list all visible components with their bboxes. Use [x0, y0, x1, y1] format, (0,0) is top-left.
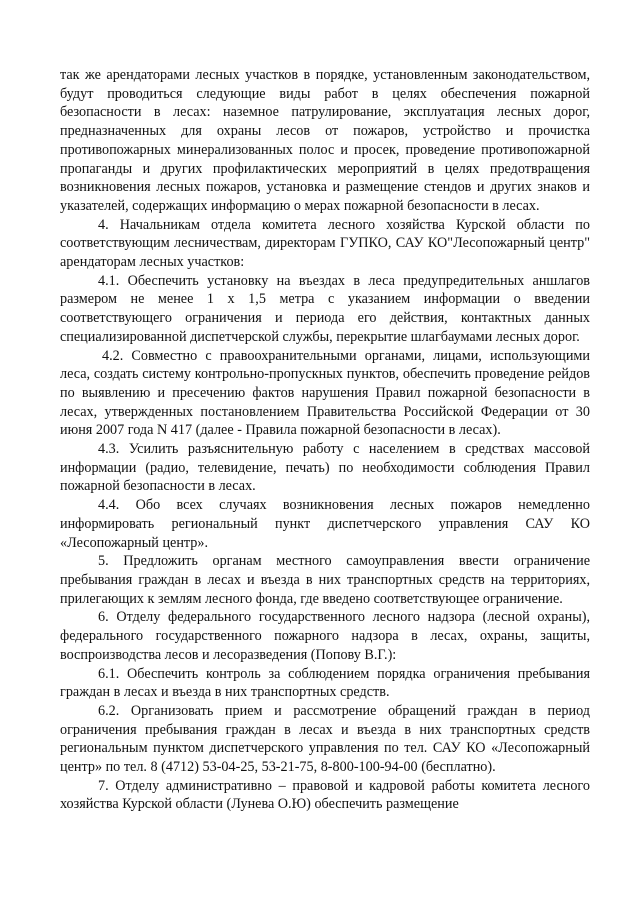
- paragraph-4-2: 4.2. Совместно с правоохранительными органами, лицами, использующими леса, создать систему контрольно-пропускных пунктов, обеспечить проведение рейдов по выявлению и пресечению фактов нарушения Правил пожарной безопасности в лесах, утвержденных постановлением Правительства Российской Федерации от 30 июня 2007 года N 417 (далее - Правила пожарной безопасности в лесах).: [60, 347, 590, 439]
- paragraph-4: 4. Начальникам отдела комитета лесного хозяйства Курской области по соответствующим лесничествам, директорам ГУПКО, САУ КО"Лесопожарный центр" арендаторам лесных участков:: [60, 216, 590, 271]
- document-page: [60, 66, 590, 814]
- paragraph-6-2: 6.2. Организовать прием и рассмотрение обращений граждан в период ограничения пребывания граждан в лесах и въезда в них транспортных средств региональным пунктом диспетчерского управления по тел. САУ КО «Лесопожарный центр» по тел. 8 (4712) 53-04-25, 53-21-75, 8-800-100-94-00 (бесплатно).: [60, 702, 590, 776]
- paragraph-4-1: 4.1. Обеспечить установку на въездах в леса предупредительных аншлагов размером не менее 1 х 1,5 метра с указанием информации о введении соответствующего ограничения и периода его действия, контактных данных специализированной диспетчерской службы, перекрытие шлагбаумами лесных дорог.: [60, 272, 590, 345]
- paragraph-fire-safety-works: так же арендаторами лесных участков в порядке, установленным законодательством, будут проводиться следующие виды работ в целях обеспечения пожарной безопасности в лесах: наземное патрулирование, эксплуатация лесных дорог, предназначенных для охраны лесов от пожаров, устройство и прочистка противопожарных минерализованных полос и просек, проведение противопожарной пропаганды и других профилактических мероприятий в целях предотвращения возникновения лесных пожаров, установка и размещение стендов и других знаков и указателей, содержащих информацию о мерах пожарной безопасности в лесах.: [60, 67, 590, 214]
- paragraph-6: 6. Отделу федерального государственного лесного надзора (лесной охраны), федерального государственного пожарного надзора в лесах, охраны, защиты, воспроизводства лесов и лесоразведения (Попову В.Г.):: [60, 609, 590, 663]
- paragraph-4-3: 4.3. Усилить разъяснительную работу с населением в средствах массовой информации (радио, телевидение, печать) по необходимости соблюдения Правил пожарной безопасности в лесах.: [60, 441, 590, 495]
- paragraph-6-1: 6.1. Обеспечить контроль за соблюдением порядка ограничения пребывания граждан в лесах и въезда в них транспортных средств.: [60, 665, 590, 701]
- paragraph-5: 5. Предложить органам местного самоуправления ввести ограничение пребывания граждан в лесах и въезда в них транспортных средств на территориях, прилегающих к землям лесного фонда, где введено соответствующее ограничение.: [60, 553, 590, 607]
- paragraph-4-4: 4.4. Обо всех случаях возникновения лесных пожаров немедленно информировать региональный пункт диспетчерского управления САУ КО «Лесопожарный центр».: [60, 497, 590, 551]
- paragraph-7: 7. Отделу административно – правовой и кадровой работы комитета лесного хозяйства Курской области (Лунева О.Ю) обеспечить размещение: [60, 777, 590, 813]
